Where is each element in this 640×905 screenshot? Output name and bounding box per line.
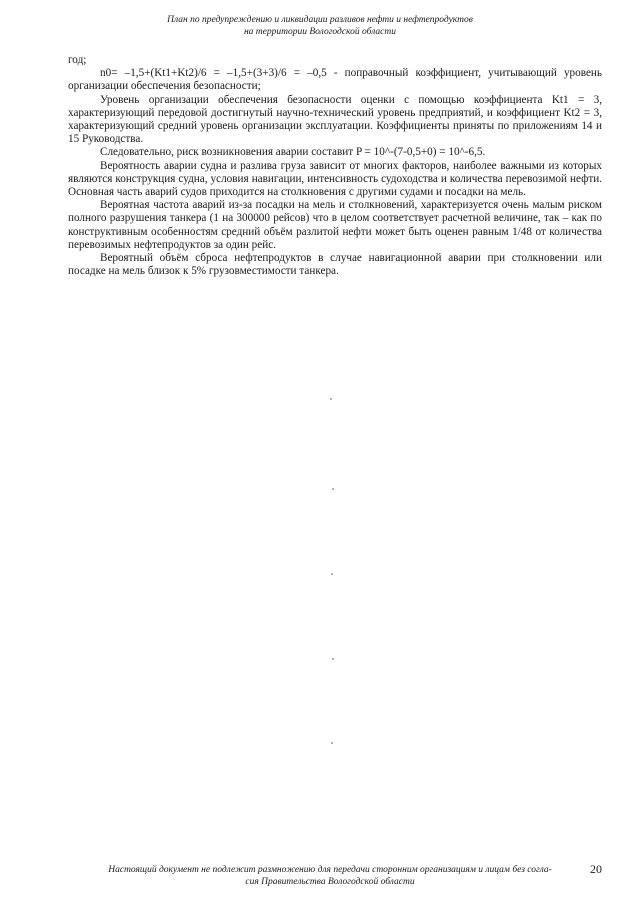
footer-line-2: сия Правительства Вологодской области <box>245 877 415 887</box>
scan-speck <box>330 398 332 400</box>
scan-speck <box>332 658 334 660</box>
header-line-1: План по предупреждению и ликвидации разливов нефти и нефтепродуктов <box>167 15 473 25</box>
footer-notice <box>80 864 580 888</box>
paragraph-2: Уровень организации обеспечения безопасности оценки с помощью коэффициента Kt1 = 3, характеризующий передовой достигнутый научно-технический уровень предприятий, и коэффициент Kt2 = 3, характеризующий средний уровень организации эксплуатации. Коэффициенты приняты по приложениям 14 и 15 Руководства. <box>68 93 602 146</box>
scan-speck <box>331 573 333 575</box>
paragraph-6: Вероятный объём сброса нефтепродуктов в случае навигационной аварии при столкновении или посадке на мель близок к 5% грузовместимости танкера. <box>68 252 602 278</box>
paragraph-1: n0= –1,5+(Kt1+Kt2)/6 = –1,5+(3+3)/6 = –0,5 - поправочный коэффициент, учитывающий уровень организации обеспечения безопасности; <box>68 67 602 93</box>
paragraph-3: Следовательно, риск возникновения аварии составит P = 10^-(7-0,5+0) = 10^-6,5. <box>100 146 486 159</box>
footer-line-1: Настоящий документ не подлежит размножению для передачи сторонним организациям и лицам без согла- <box>108 865 552 875</box>
body-text <box>68 54 602 278</box>
paragraph-5: Вероятная частота аварий из-за посадки на мель и столкновений, характеризуется очень малым риском полного разрушения танкера (1 на 300000 рейсов) что в целом соответствует расчетной величине, так – как по конструктивным особенностям средний объём разлитой нефти может быть оценен равным 1/48 от количества перевозимых нефтепродуктов за один рейс. <box>68 199 602 251</box>
running-header <box>110 14 530 38</box>
page-number: 20 <box>590 862 602 876</box>
paragraph-0: год; <box>68 54 87 66</box>
scan-speck <box>332 488 334 490</box>
header-line-2: на территории Вологодской области <box>243 27 397 37</box>
paragraph-4: Вероятность аварии судна и разлива груза зависит от многих факторов, наиболее важными из которых являются конструкция судна, условия навигации, интенсивность судоходства и количества перевозимой нефти. Основная часть аварий судов приходится на столкновения с другими судами и посадки на мель. <box>68 159 602 199</box>
scan-speck <box>331 742 333 744</box>
